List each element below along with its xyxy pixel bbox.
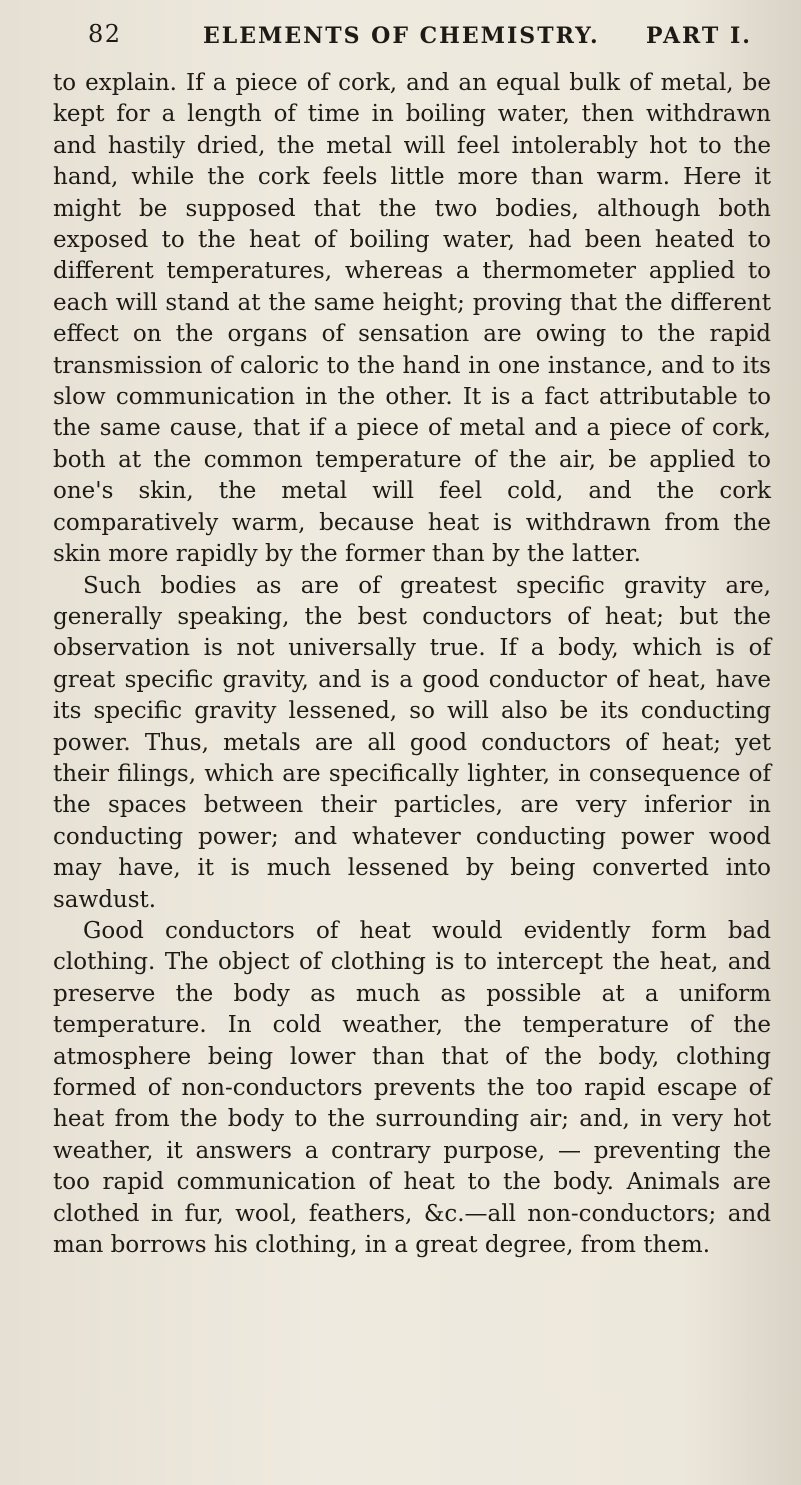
body-text bbox=[53, 68, 771, 1261]
paragraph-clothing: Good conductors of heat would evidently form bad clothing. The object of clothing is to intercept the heat, and preserve the body as much as possible at a uniform temperature. In cold weather, the temperature of the atmosphere being lower than that of the body, clothing formed of non-conductors prevents the too rapid escape of heat from the body to the surrounding air; and, in very hot weather, it answers a contrary purpose, — preventing the too rapid communication of heat to the body. Animals are clothed in fur, wool, feathers, &c.—all non-conductors; and man borrows his clothing, in a great degree, from them. bbox=[53, 917, 771, 1259]
part-label: PART I. bbox=[646, 23, 752, 49]
paragraph-cork-and-metal: to explain. If a piece of cork, and an equal bulk of metal, be kept for a length of time in boiling water, then withdrawn and hastily dried, the metal will feel intolerably hot to the hand, while the cork feels little more than warm. Here it might be supposed that the two bodies, although both exposed to the heat of boiling water, had been heated to different temperatures, whereas a thermometer applied to each will stand at the same height; proving that the different effect on the organs of sensation are owing to the rapid transmission of caloric to the hand in one instance, and to its slow communication in the other. It is a fact attributable to the same cause, that if a piece of metal and a piece of cork, both at the common temperature of the air, be applied to one's skin, the metal will feel cold, and the cork comparatively warm, because heat is withdrawn from the skin more rapidly by the former than by the latter. bbox=[53, 70, 771, 568]
page-number: 82 bbox=[88, 20, 122, 48]
running-header bbox=[88, 20, 793, 60]
paragraph-specific-gravity: Such bodies as are of greatest specific gravity are, generally speaking, the best conductors of heat; but the observation is not universally true. If a body, which is of great specific gravity, and is a good conductor of heat, have its specific gravity lessened, so will also be its conducting power. Thus, metals are all good conductors of heat; yet their filings, which are specifically lighter, in consequence of the spaces between their particles, are very inferior in conducting power; and whatever conducting power wood may have, it is much lessened by being converted into sawdust. bbox=[53, 572, 771, 913]
running-title: ELEMENTS OF CHEMISTRY. bbox=[203, 23, 600, 49]
